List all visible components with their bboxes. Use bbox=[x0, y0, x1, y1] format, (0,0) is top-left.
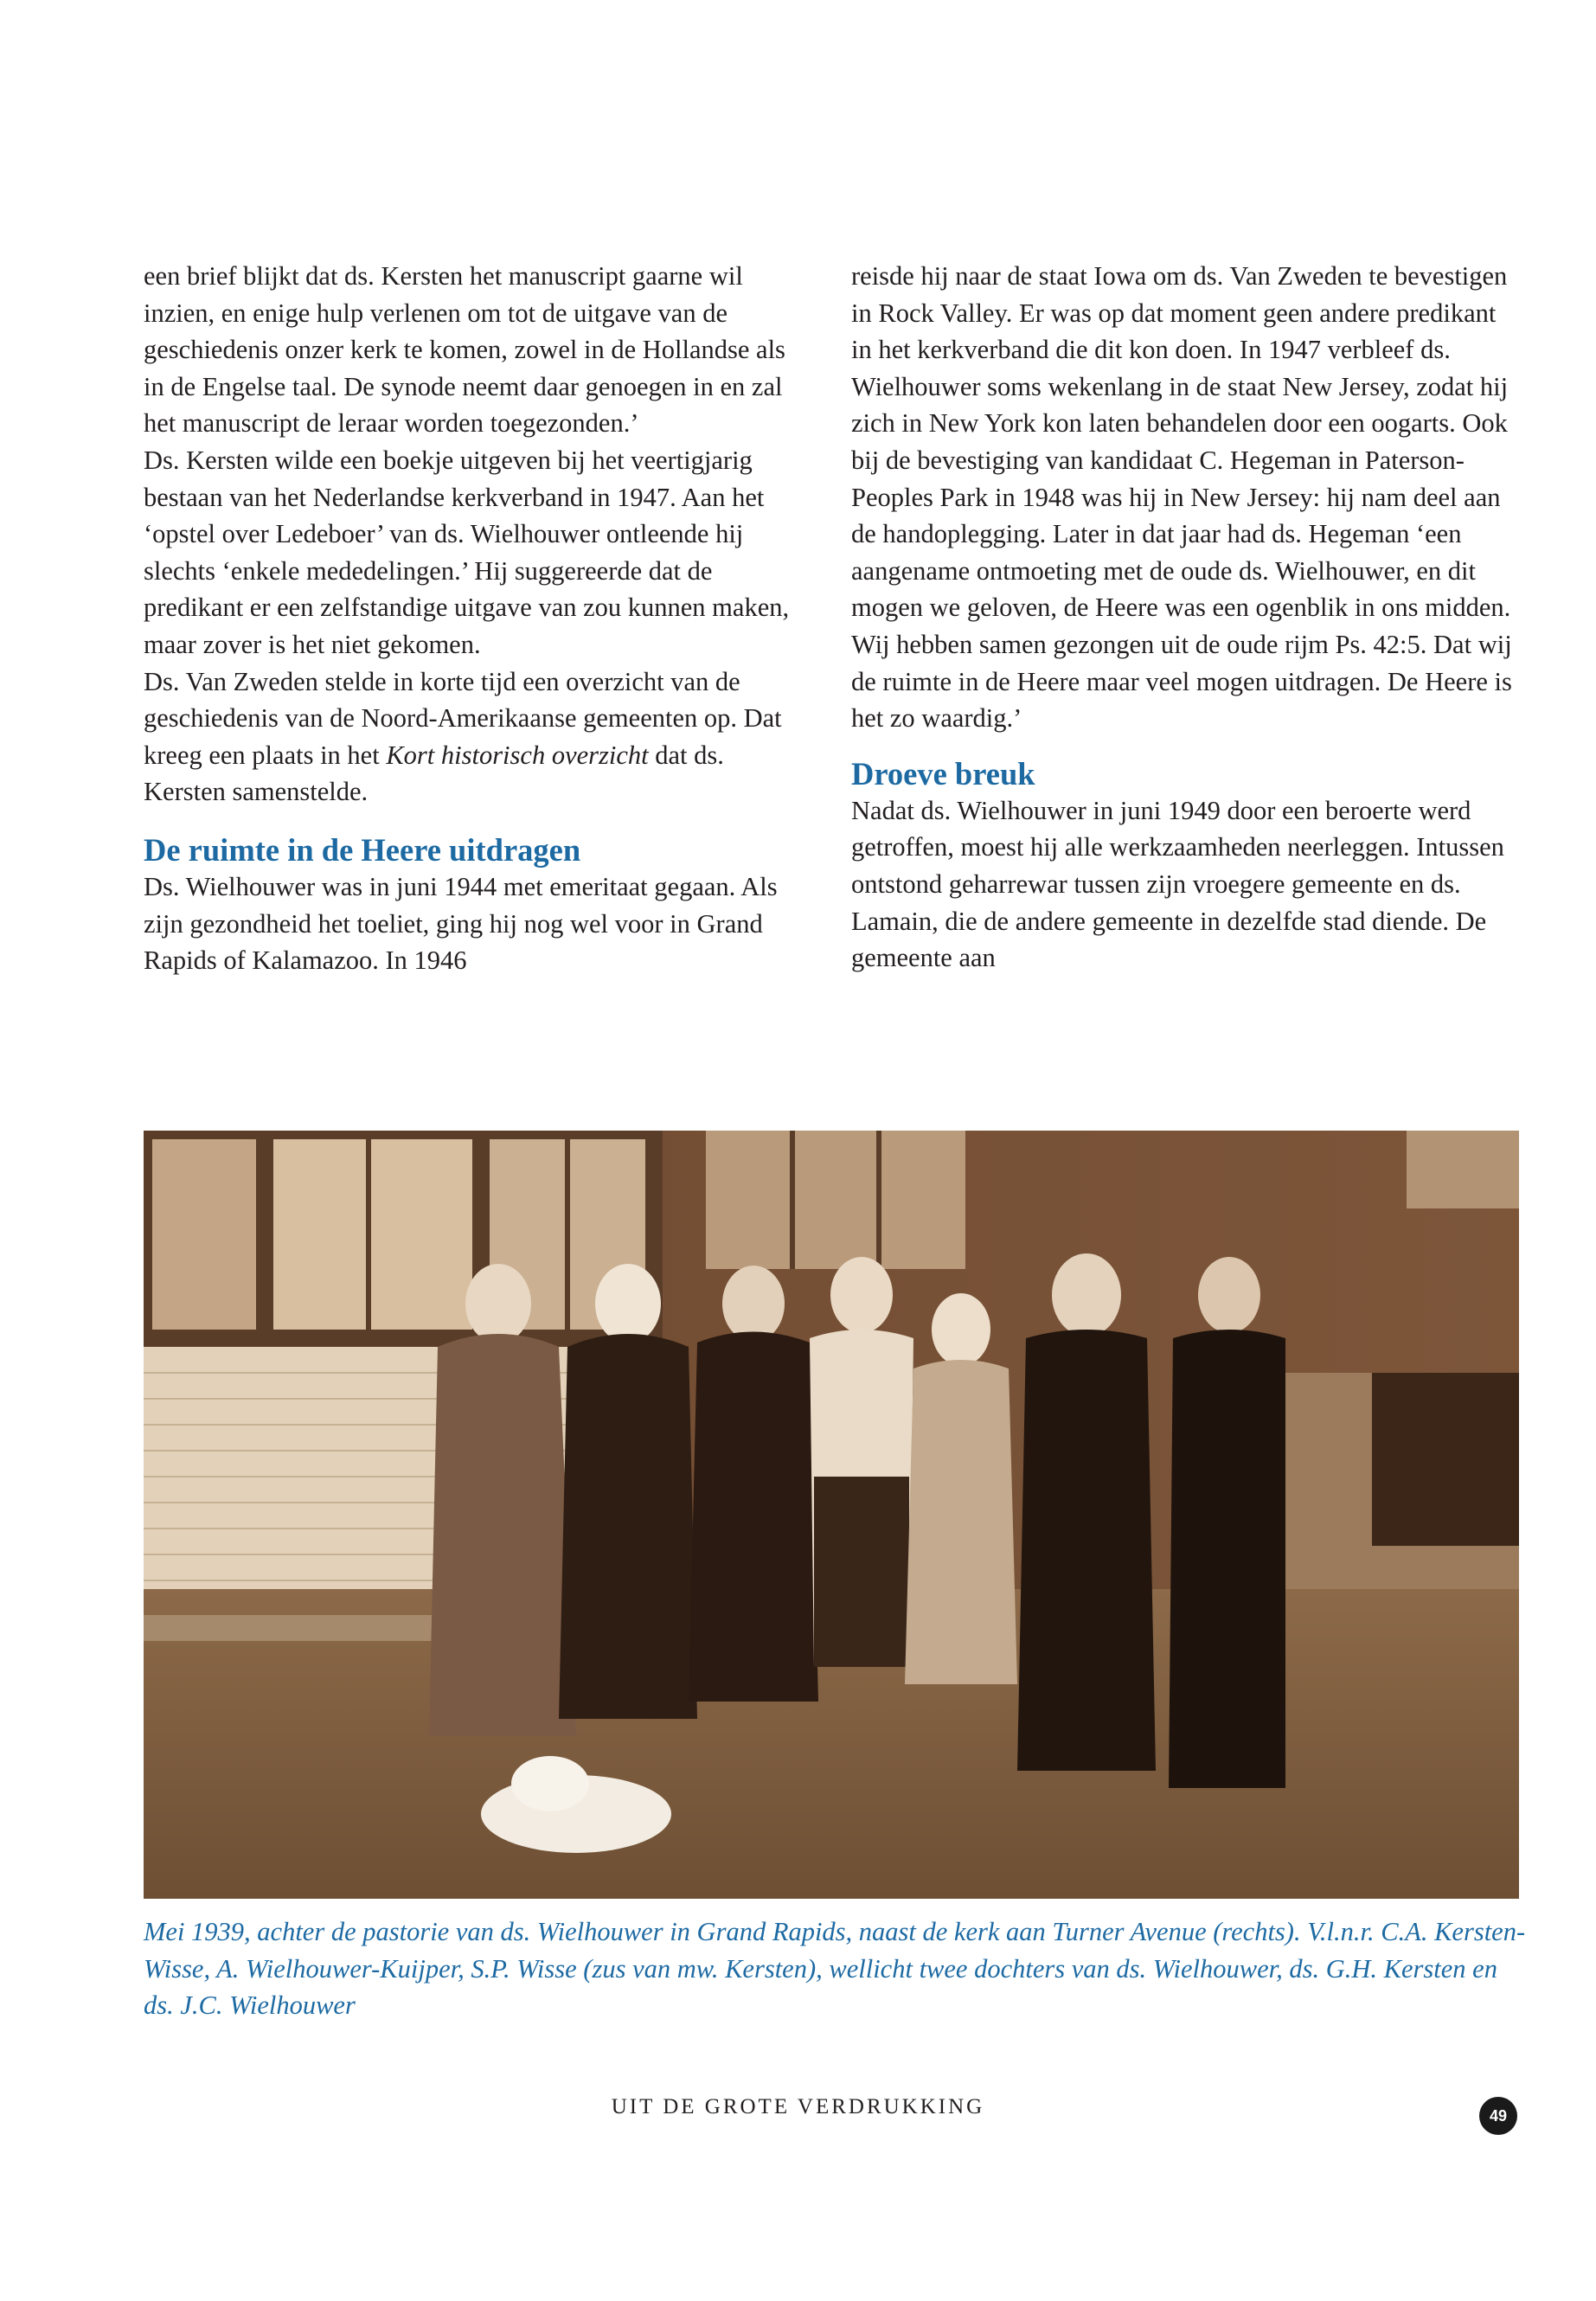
paragraph-van-zweden bbox=[144, 663, 805, 811]
paragraph-emeritaat: Ds. Wielhouwer was in juni 1944 met emeritaat gegaan. Als zijn gezondheid het toeliet, ging hij nog wel voor in Grand Rapids of Kalamazoo. In 1946 bbox=[144, 871, 778, 976]
photo-caption: Mei 1939, achter de pastorie van ds. Wielhouwer in Grand Rapids, naast de kerk aan Turner Avenue (rechts). V.l.n.r. C.A. Kersten-Wisse, A. Wielhouwer-Kuijper, S.P. Wisse (zus van mw. Kersten), wellicht twee dochters van ds. Wielhouwer, ds. G.H. Kersten en ds. J.C. Wielhouwer bbox=[144, 1917, 1526, 2020]
paragraph-van-zweden-start: Ds. Van Zweden stelde in korte tijd een overzicht van de geschiedenis van de Noord-Amerikaanse gemeenten op. Dat kreeg een plaats in het bbox=[144, 666, 782, 770]
section-heading-ruimte: De ruimte in de Heere uitdragen bbox=[144, 831, 581, 868]
group-photo bbox=[144, 1131, 1519, 1899]
book-title-italic: Kort historisch overzicht bbox=[386, 740, 649, 770]
section-heading-breuk: Droeve breuk bbox=[851, 755, 1035, 792]
left-column bbox=[144, 258, 805, 979]
paragraph-breuk: Nadat ds. Wielhouwer in juni 1949 door een beroerte werd getroffen, moest hij alle werkzaamheden neerleggen. Intussen ontstond geharrewar tussen zijn vroegere gemeente en ds. Lamain, die de andere gemeente in dezelfde stad diende. De gemeente aan bbox=[851, 795, 1504, 973]
group-photo-illustration bbox=[144, 1131, 1519, 1899]
paragraph-van-zweden-end: dat ds. Kersten samenstelde. bbox=[144, 740, 724, 807]
paragraph-intro: een brief blijkt dat ds. Kersten het manuscript gaarne wil inzien, en enige hulp verlenen om tot de uitgave van de geschiedenis onzer kerk te komen, zowel in de Hollandse als in de Engelse taal. De synode neemt daar genoegen in en zal het manuscript de leraar worden toegezonden.’ bbox=[144, 261, 785, 439]
paragraph-kersten: Ds. Kersten wilde een boekje uitgeven bij het veertigjarig bestaan van het Nederlandse kerkverband in 1947. Aan het ‘opstel over Ledeboer’ van ds. Wielhouwer ontleende hij slechts ‘enkele mededelingen.’ Hij suggereerde dat de predikant er een zelfstandige uitgave van zou kunnen maken, maar zover is het niet gekomen. bbox=[144, 445, 790, 659]
running-title: UIT DE GROTE VERDRUKKING bbox=[611, 2095, 985, 2118]
right-column bbox=[851, 258, 1513, 977]
paragraph-iowa: reisde hij naar de staat Iowa om ds. Van Zweden te bevestigen in Rock Valley. Er was op dat moment geen andere predikant in het kerkverband die dit kon doen. In 1947 verbleef ds. Wielhouwer soms wekenlang in de staat New Jersey, zodat hij zich in New York kon laten behandelen door een oogarts. Ook bij de bevestiging van kandidaat C. Hegeman in Paterson-Peoples Park in 1948 was hij in New Jersey: hij nam deel aan de handoplegging. Later in dat jaar had ds. Hegeman ‘een aangename ontmoeting met de oude ds. Wielhouwer, en dit mogen we geloven, de Heere was een ogenblik in ons midden. Wij hebben samen gezongen uit de oude rijm Ps. 42:5. Dat wij de ruimte in de Heere maar veel mogen uitdragen. De Heere is het zo waardig.’ bbox=[851, 261, 1512, 734]
page-number-badge: 49 bbox=[1479, 2097, 1517, 2135]
